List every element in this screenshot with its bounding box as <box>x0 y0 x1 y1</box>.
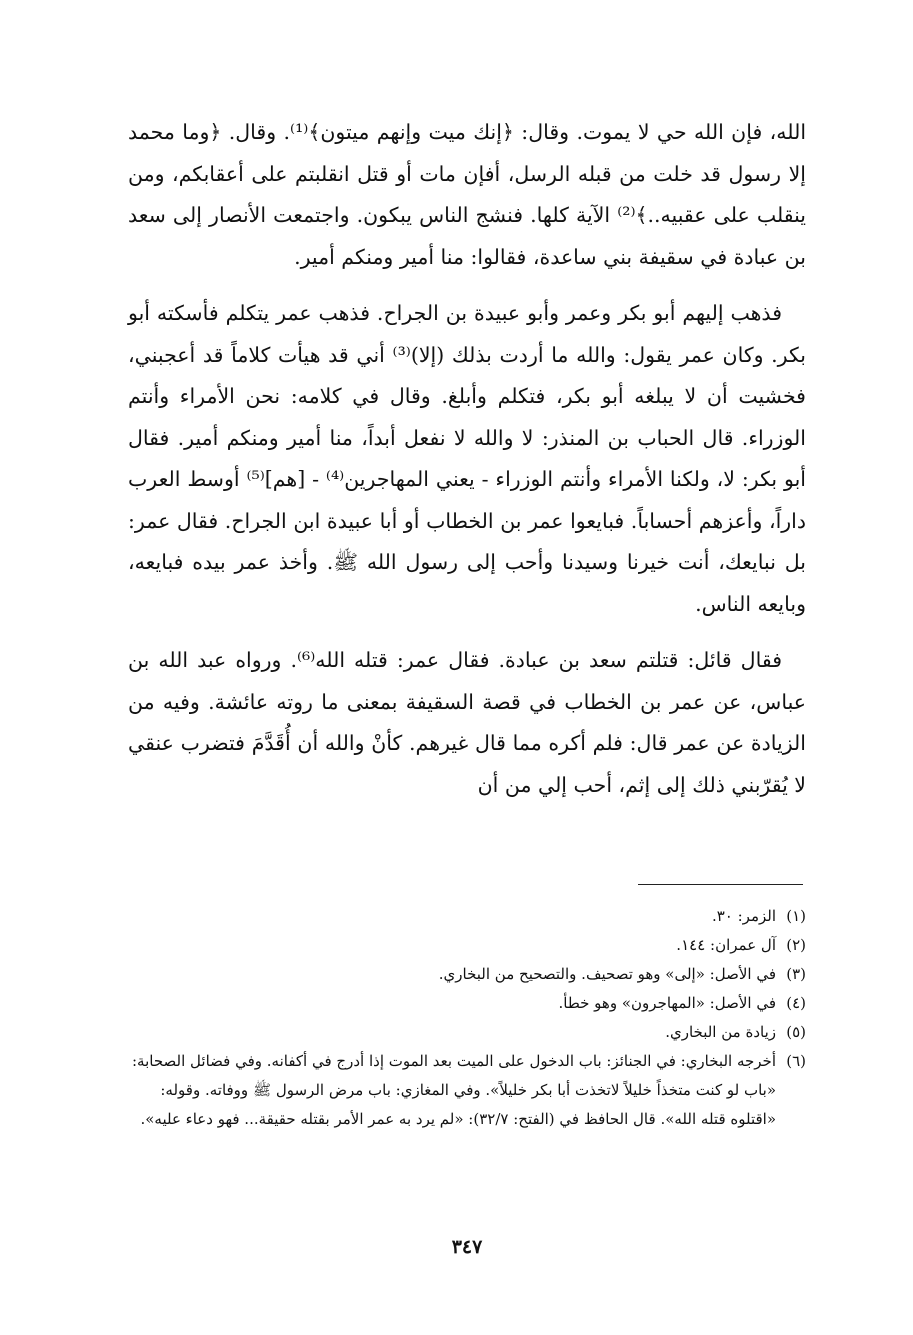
footnote-number: (٦) <box>786 1052 806 1070</box>
footnote-text: أخرجه البخاري: في الجنائز: باب الدخول على الميت بعد الموت إذا أدرج في أكفانه. وفي فضائل الصحابة: «باب لو كنت متخذاً خليلاً لاتخذت أبا بكر خليلاً». وفي المغازي: باب مرض الرسول ﷺ ووفاته. وقوله: «اقتلوه قتله الله». قال الحافظ في (الفتح: ٣٢/٧): «لم يرد به عمر الأمر بقتله حقيقة... فهو دعاء عليه». <box>132 1052 776 1128</box>
footnote-1 <box>128 902 806 931</box>
footnote-number: (٢) <box>786 936 806 954</box>
footnote-text: في الأصل: «إلى» وهو تصحيف. والتصحيح من البخاري. <box>438 965 776 983</box>
footnote-6 <box>128 1047 806 1134</box>
paragraph-2: فذهب إليهم أبو بكر وعمر وأبو عبيدة بن الجراح. فذهب عمر يتكلم فأسكته أبو بكر. وكان عمر يقول: والله ما أردت بذلك (إلا)⁽³⁾ أني قد هيأت كلاماً قد أعجبني، فخشيت أن لا يبلغه أبو بكر، فتكلم وأبلغ. وقال في كلامه: نحن الأمراء وأنتم الوزراء. قال الحباب بن المنذر: لا والله لا نفعل أبداً، منا أمير ومنكم أمير. فقال أبو بكر: لا، ولكنا الأمراء وأنتم الوزراء - يعني المهاجرين⁽⁴⁾ - [هم]⁽⁵⁾ أوسط العرب داراً، وأعزهم أحساباً. فبايعوا عمر بن الخطاب أو أبا عبيدة ابن الجراح. فقال عمر: بل نبايعك، أنت خيرنا وسيدنا وأحب إلى رسول الله ﷺ. وأخذ عمر بيده فبايعه، وبايعه الناس. <box>128 301 807 616</box>
footnote-2 <box>128 931 806 960</box>
footnote-4 <box>128 989 806 1018</box>
main-text <box>128 112 806 821</box>
footnote-number: (١) <box>786 907 806 925</box>
footnote-number: (٣) <box>786 965 806 983</box>
footnote-text: آل عمران: ١٤٤. <box>676 936 776 954</box>
footnote-number: (٤) <box>786 994 806 1012</box>
paragraph-1: الله، فإن الله حي لا يموت. وقال: ﴿إنك ميت وإنهم ميتون﴾⁽¹⁾. وقال. ﴿وما محمد إلا رسول قد خلت من قبله الرسل، أفإن مات أو قتل انقلبتم على أعقابكم، ومن ينقلب على عقبيه..﴾⁽²⁾ الآية كلها. فنشج الناس يبكون. واجتمعت الأنصار إلى سعد بن عبادة في سقيفة بني ساعدة، فقالوا: منا أمير ومنكم أمير. <box>128 120 807 269</box>
book-page <box>128 112 806 1292</box>
footnote-5 <box>128 1018 806 1047</box>
footnote-text: زيادة من البخاري. <box>665 1023 776 1041</box>
footnote-3 <box>128 960 806 989</box>
page-number: ٣٤٧ <box>451 1236 483 1258</box>
footnote-number: (٥) <box>786 1023 806 1041</box>
footnotes <box>128 902 806 1134</box>
footnote-text: في الأصل: «المهاجرون» وهو خطأ. <box>558 994 776 1012</box>
paragraph-3: فقال قائل: قتلتم سعد بن عبادة. فقال عمر: قتله الله⁽⁶⁾. ورواه عبد الله بن عباس، عن عمر بن الخطاب في قصة السقيفة بمعنى ما روته عائشة. وفيه من الزيادة عن عمر قال: فلم أكره مما قال غيرهم. كأنْ والله أن أُقَدَّمَ فتضرب عنقي لا يُقرّبني ذلك إلى إثم، أحب إلي من أن <box>128 648 806 797</box>
footnote-separator <box>638 884 803 885</box>
footnote-text: الزمر: ٣٠. <box>711 907 776 925</box>
